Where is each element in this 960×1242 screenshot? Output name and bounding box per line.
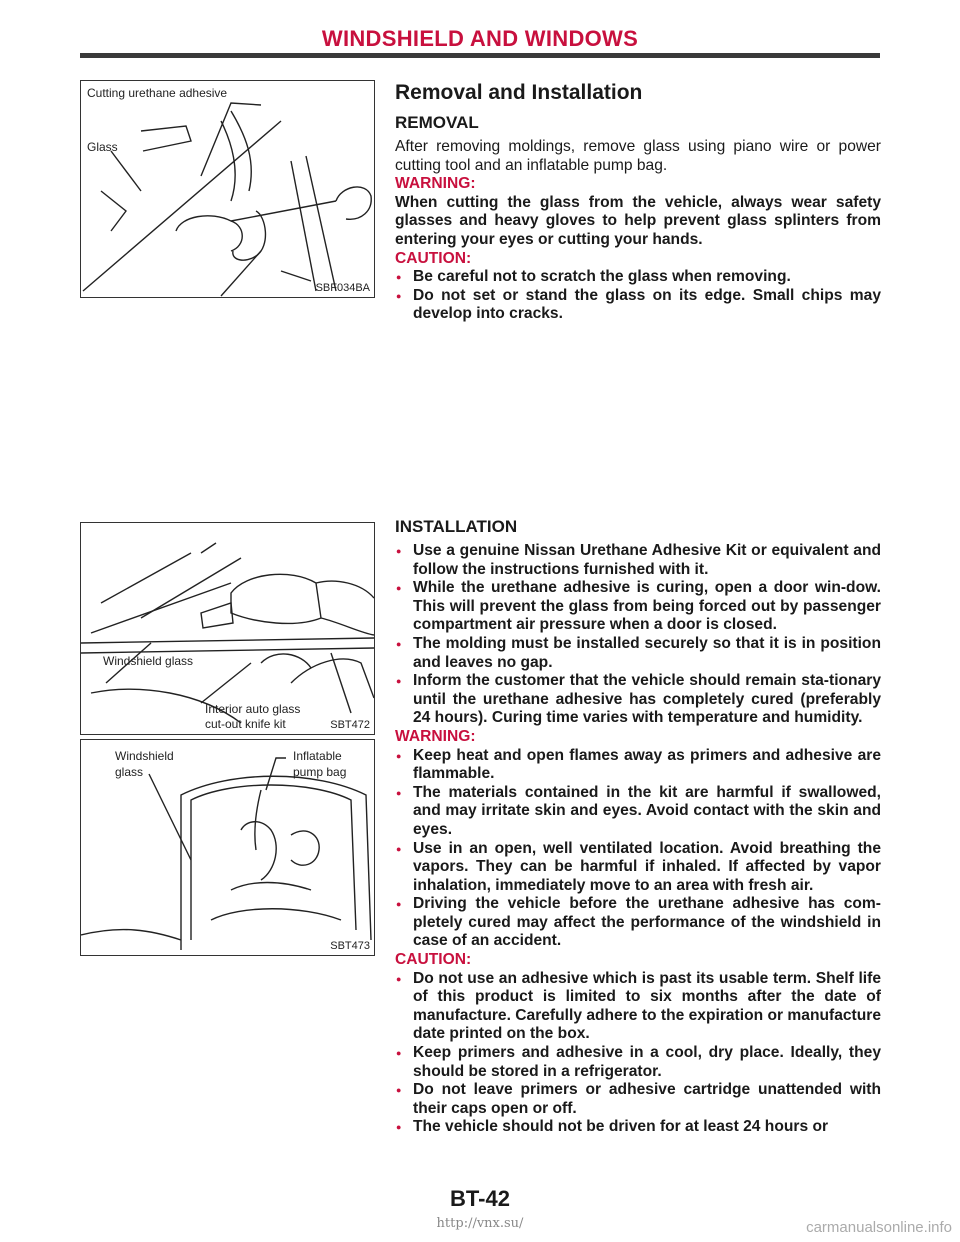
list-item: ● Be careful not to scratch the glass when removing. xyxy=(395,268,881,287)
list-item: ● Do not use an adhesive which is past its usable term. Shelf life of this product is limited to six months after the date of manufacture. Carefully adhere to the expiration or manufacture date printed on the box. xyxy=(395,970,881,1044)
illustration-pump-bag xyxy=(81,740,374,955)
removal-caution-list xyxy=(395,268,881,324)
installation-caution-list xyxy=(395,970,881,1137)
list-item: ● Use in an open, well ventilated location. Avoid breathing the vapors. They can be harmful if inhaled. If affected by vapor inhalation, immediately move to an area with fresh air. xyxy=(395,840,881,896)
page-number: BT-42 xyxy=(450,1186,510,1211)
figure-windshield-knife xyxy=(80,522,375,735)
figure-label: pump bag xyxy=(293,765,347,779)
list-item: ● Keep heat and open flames away as primers and adhesive are flammable. xyxy=(395,747,881,784)
footer-url[interactable]: http://vnx.su/ xyxy=(436,1216,524,1231)
figure-pump-bag xyxy=(80,739,375,956)
list-item: ● Keep primers and adhesive in a cool, dry place. Ideally, they should be stored in a refrigerator. xyxy=(395,1044,881,1081)
list-item: ● Inform the customer that the vehicle should remain sta-tionary until the urethane adhesive has completely cured (preferably 24 hours). Curing time varies with temperature and humidity. xyxy=(395,672,881,728)
illustration-knife xyxy=(81,523,374,734)
section-title: Removal and Installation xyxy=(395,81,643,104)
removal-warning-text: When cutting the glass from the vehicle, always wear safety glasses and heavy gloves to help prevent glass splinters from entering your eyes or cutting your hands. xyxy=(395,193,881,248)
figure-label: Windshield glass xyxy=(103,654,194,668)
figure-code: SBT472 xyxy=(330,719,370,731)
removal-caution-label: CAUTION: xyxy=(395,249,472,267)
installation-heading: INSTALLATION xyxy=(395,517,518,536)
removal-warning-label: WARNING: xyxy=(395,175,476,193)
installation-caution-label: CAUTION: xyxy=(395,951,472,969)
installation-section xyxy=(395,516,881,1137)
figure-code: SBF034BA xyxy=(315,282,370,294)
figure-label: cut-out knife kit xyxy=(205,717,286,731)
removal-section xyxy=(395,80,881,324)
removal-intro: After removing moldings, remove glass using piano wire or power cutting tool and an inflatable pump bag. xyxy=(395,138,881,174)
figure-code: SBT473 xyxy=(330,940,370,952)
list-item: ● Do not leave primers or adhesive cartridge unattended with their caps open or off. xyxy=(395,1081,881,1118)
figure-label: Interior auto glass xyxy=(205,702,301,716)
list-item: ● Use a genuine Nissan Urethane Adhesive Kit or equivalent and follow the instructions furnished with it. xyxy=(395,542,881,579)
header-divider xyxy=(80,53,880,58)
list-item: ● Driving the vehicle before the urethane adhesive has com-pletely cured may affect the performance of the windshield in case of an accident. xyxy=(395,895,881,951)
removal-heading: REMOVAL xyxy=(395,113,479,132)
figure-label: glass xyxy=(115,765,144,779)
list-item: ● The vehicle should not be driven for at least 24 hours or xyxy=(395,1118,881,1137)
list-item: ● The materials contained in the kit are harmful if swallowed, and may irritate skin and eyes. Avoid contact with the skin and eyes. xyxy=(395,784,881,840)
figure-label: Cutting urethane adhesive xyxy=(87,86,228,100)
figure-label: Glass xyxy=(87,140,118,154)
installation-warning-label: WARNING: xyxy=(395,727,476,745)
figure-cutting-adhesive xyxy=(80,80,375,298)
figure-label: Inflatable xyxy=(293,749,342,763)
figure-label: Windshield xyxy=(115,749,174,763)
list-item: ● The molding must be installed securely so that it is in position and leaves no gap. xyxy=(395,635,881,672)
list-item: ● While the urethane adhesive is curing, open a door win-dow. This will prevent the glass from being forced out by passenger compartment air pressure when a door is closed. xyxy=(395,579,881,635)
installation-warning-list xyxy=(395,747,881,952)
illustration-cutting xyxy=(81,81,374,297)
page-header-title: WINDSHIELD AND WINDOWS xyxy=(321,26,639,51)
installation-list xyxy=(395,542,881,728)
watermark: carmanualsonline.info xyxy=(806,1219,952,1236)
list-item: ● Do not set or stand the glass on its edge. Small chips may develop into cracks. xyxy=(395,287,881,324)
